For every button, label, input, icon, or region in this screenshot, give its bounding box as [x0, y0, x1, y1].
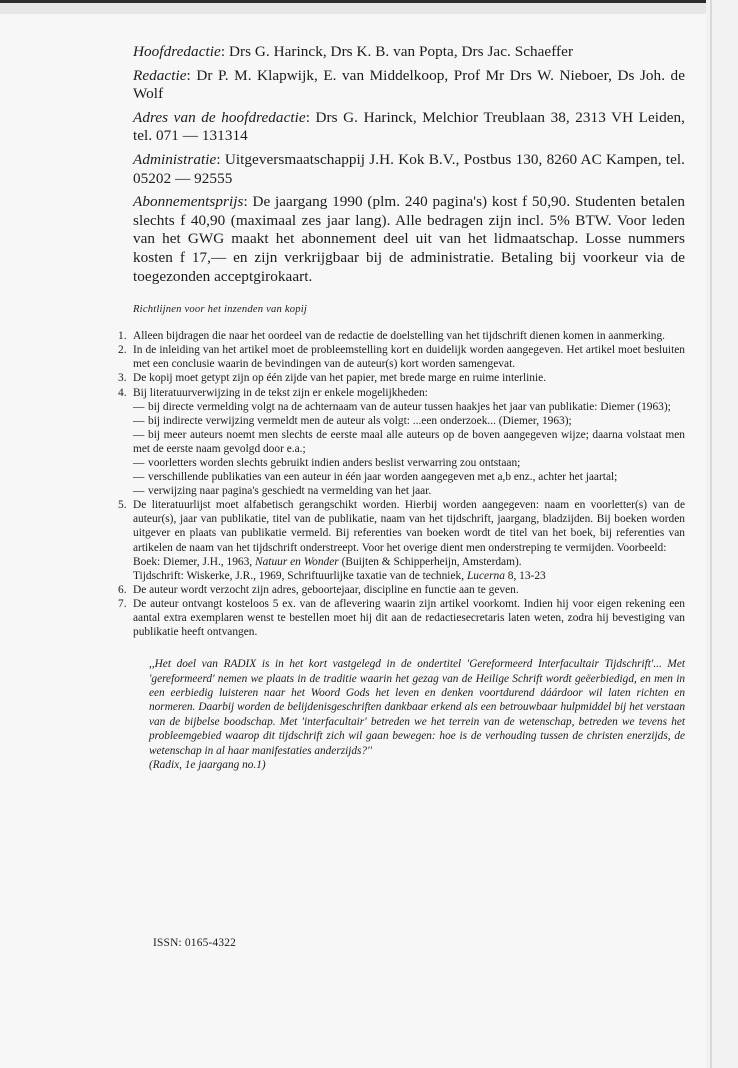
redactie-line: Redactie: Dr P. M. Klapwijk, E. van Middelkoop, Prof Mr Drs W. Nieboer, Ds Joh. de Wolf: [133, 66, 685, 103]
redactie-value: Dr P. M. Klapwijk, E. van Middelkoop, Prof Mr Drs W. Nieboer, Ds Joh. de Wolf: [133, 66, 685, 103]
rule4-subitem-text: bij meer auteurs noemt men slechts de eerste maal alle auteurs op de boven aangegeven wijze; daarna volstaat men met de eerste naam gevolgd door e.a.;: [133, 428, 685, 455]
rule4-subitem-text: verwijzing naar pagina's geschiedt na vermelding van het jaar.: [148, 485, 432, 498]
rule-item: [118, 386, 685, 499]
rule4-subitem: — bij indirecte verwijzing vermeldt men de auteur als volgt: ...een onderzoek... (Diemer, 1963);: [133, 414, 572, 427]
rule-number: 7.: [118, 597, 127, 610]
rule4-subitem-text: verschillende publikaties van een auteur in één jaar worden aangegeven met a,b enz., achter het jaartal;: [148, 471, 618, 484]
adres-label: Adres van de hoofdredactie: [133, 108, 306, 126]
example-book: [133, 555, 685, 569]
administratie-value: Uitgeversmaatschappij J.H. Kok B.V., Postbus 130, 8260 AC Kampen, tel. 05202 — 92555: [133, 150, 685, 187]
rule-text: De literatuurlijst moet alfabetisch gerangschikt worden. Hierbij worden aangegeven: naam en voorletter(s) van de auteur(s), jaar van publikatie, titel van de publikatie, naam van het tijdschrift, jaargang, bladzijden. Bij boeken worden uitgever en plaats van publikatie vermeld. Bij referenties van boeken wordt de titel van het boek, bij referenties van artikelen de naam van het tijdschrift onderstreept. Voor het overige dient men onderstreping te vermijden. Voorbeeld:: [133, 499, 685, 554]
example-journal: [133, 569, 685, 583]
adres-line: Adres van de hoofdredactie: Drs G. Harinck, Melchior Treublaan 38, 2313 VH Leiden, tel. 071 — 131314: [133, 108, 685, 145]
rule4-subitem-text: bij directe vermelding volgt na de achternaam van de auteur tussen haakjes het jaar van publikatie: Diemer (1963);: [148, 400, 671, 413]
rule-text: De auteur wordt verzocht zijn adres, geboortejaar, discipline en functie aan te geven.: [133, 583, 519, 596]
example-journal-prefix: Tijdschrift: Wiskerke, J.R., 1969, Schriftuurlijke taxatie van de techniek,: [133, 569, 465, 582]
rule-item: [118, 597, 685, 639]
rule-number: 6.: [118, 583, 127, 596]
hoofdredactie-label: Hoofdredactie: [133, 43, 221, 60]
rule4-subitem-text: bij indirecte verwijzing vermeldt men de auteur als volgt: ...een onderzoek... (Diemer, 1963);: [148, 414, 572, 427]
abonnement-label: Abonnementsprijs: [133, 193, 244, 211]
rule-text: De kopij moet getypt zijn op één zijde van het papier, met brede marge en ruime interlinie.: [133, 372, 547, 385]
rule-number: 3.: [118, 372, 127, 385]
issn-number: ISSN: 0165-4322: [153, 937, 237, 949]
rule4-subitem-text: voorletters worden slechts gebruikt indien anders beslist verwarring zou ontstaan;: [148, 456, 521, 469]
hoofdredactie-line: Hoofdredactie: Drs G. Harinck, Drs K. B. van Popta, Drs Jac. Schaeffer: [133, 43, 574, 60]
colophon-content: [118, 43, 685, 772]
rule-item: [118, 583, 685, 597]
radix-quote: [133, 657, 685, 772]
example-book-suffix: (Buijten & Schipperheijn, Amsterdam).: [341, 555, 522, 568]
example-book-prefix: Boek: Diemer, J.H., 1963,: [133, 555, 253, 568]
rule-text: In de inleiding van het artikel moet de probleemstelling kort en duidelijk worden aangegeven. Het artikel moet besluiten met een conclusie waarin de bevindingen van de auteur(s) kort worden samengevat.: [133, 344, 685, 371]
scan-top-edge: [0, 0, 712, 3]
administratie-line: Administratie: Uitgeversmaatschappij J.H. Kok B.V., Postbus 130, 8260 AC Kampen, tel. 05202 — 92555: [133, 150, 685, 187]
abonnement-line: Abonnementsprijs: De jaargang 1990 (plm. 240 pagina's) kost f 50,90. Studenten betalen slechts f 40,90 (maximaal zes jaar lang). Alle bedragen zijn incl. 5% BTW. Voor leden van het GWG maakt het abonnement deel uit van het lidmaatschap. Losse nummers kosten f 17,— en zijn verkrijgbaar bij de administratie. Betaling bij voorkeur via de toegezonden acceptgirokaart.: [133, 193, 685, 285]
adres-value: Drs G. Harinck, Melchior Treublaan 38, 2313 VH Leiden, tel. 071 — 131314: [133, 108, 685, 145]
guidelines-title: Richtlijnen voor het inzenden van kopij: [133, 304, 308, 316]
rule-text: De auteur ontvangt kosteloos 5 ex. van de aflevering waarin zijn artikel voorkomt. Indien hij voor eigen rekening een aantal extra exemplaren wenst te bestellen moet hij dit aan de redactiesecretaris laten weten, zodra hij bevestiging van publikatie heeft ontvangen.: [133, 597, 685, 639]
rule-number: 4.: [118, 386, 127, 399]
rule-item: [118, 498, 685, 583]
scan-right-edge: [710, 0, 712, 1068]
example-book-title: Natuur en Wonder: [255, 555, 339, 568]
rule4-subitem: — verwijzing naar pagina's geschiedt na vermelding van het jaar.: [133, 485, 432, 498]
quote-source: (Radix, 1e jaargang no.1): [149, 759, 266, 772]
example-journal-title: Lucerna: [466, 569, 505, 582]
example-journal-suffix: 8, 13-23: [507, 569, 546, 582]
colophon-meta: [133, 43, 685, 286]
quote-text: ,,Het doel van RADIX is in het kort vastgelegd in de ondertitel 'Gereformeerd Interfacultair Tijdschrift'... Met 'gereformeerd' nemen we plaats in de traditie waarin het gezag van de Heilige Schrift wordt geëerbiedigd, en men in een eerbiedig luisteren naar het Woord Gods het leven en denken voortdurend dáárdoor wil laten richten en normeren. Daarbij worden de belijdenisgeschriften dankbaar erkend als een betrouwbaar hulpmiddel bij het verstaan van de bijbelse boodschap. Met 'interfacultair' betreden we het terrein van de wetenschap, betreden we tevens het probleemgebied waarop dit tijdschrift zich wil gaan bewegen: hoe is de verhouding tussen de christen enerzijds, de wetenschap in al haar manifestaties anderzijds?'': [149, 658, 685, 757]
rule-item: [118, 371, 685, 385]
rule4-subitem: — voorletters worden slechts gebruikt indien anders beslist verwarring zou ontstaan;: [133, 456, 521, 469]
rule4-subitem: — bij meer auteurs noemt men slechts de eerste maal alle auteurs op de boven aangegeven wijze; daarna volstaat men met de eerste naam gevolgd door e.a.;: [133, 428, 685, 455]
guidelines-list: [118, 329, 685, 639]
abonnement-value: De jaargang 1990 (plm. 240 pagina's) kost f 50,90. Studenten betalen slechts f 40,90 (maximaal zes jaar lang). Alle bedragen zijn incl. 5% BTW. Voor leden van het GWG maakt het abonnement deel uit van het lidmaatschap. Losse nummers kosten f 17,— en zijn verkrijgbaar bij de administratie. Betaling bij voorkeur via de toegezonden acceptgirokaart.: [133, 193, 685, 285]
rule4-subitem: — bij directe vermelding volgt na de achternaam van de auteur tussen haakjes het jaar van publikatie: Diemer (1963);: [133, 400, 671, 413]
rule-number: 5.: [118, 499, 127, 512]
hoofdredactie-value: Drs G. Harinck, Drs K. B. van Popta, Drs Jac. Schaeffer: [228, 43, 574, 60]
administratie-label: Administratie: [133, 150, 217, 168]
rule-text: Bij literatuurverwijzing in de tekst zijn er enkele mogelijkheden:: [133, 386, 428, 399]
rule4-subitem: — verschillende publikaties van een auteur in één jaar worden aangegeven met a,b enz., achter het jaartal;: [133, 471, 618, 484]
rule-number: 2.: [118, 344, 127, 357]
rule-item: [118, 329, 685, 343]
redactie-label: Redactie: [133, 66, 187, 84]
rule-number: 1.: [118, 330, 127, 343]
rule-item: [118, 343, 685, 371]
rule-text: Alleen bijdragen die naar het oordeel van de redactie de doelstelling van het tijdschrift dienen komen in aanmerking.: [133, 330, 666, 343]
